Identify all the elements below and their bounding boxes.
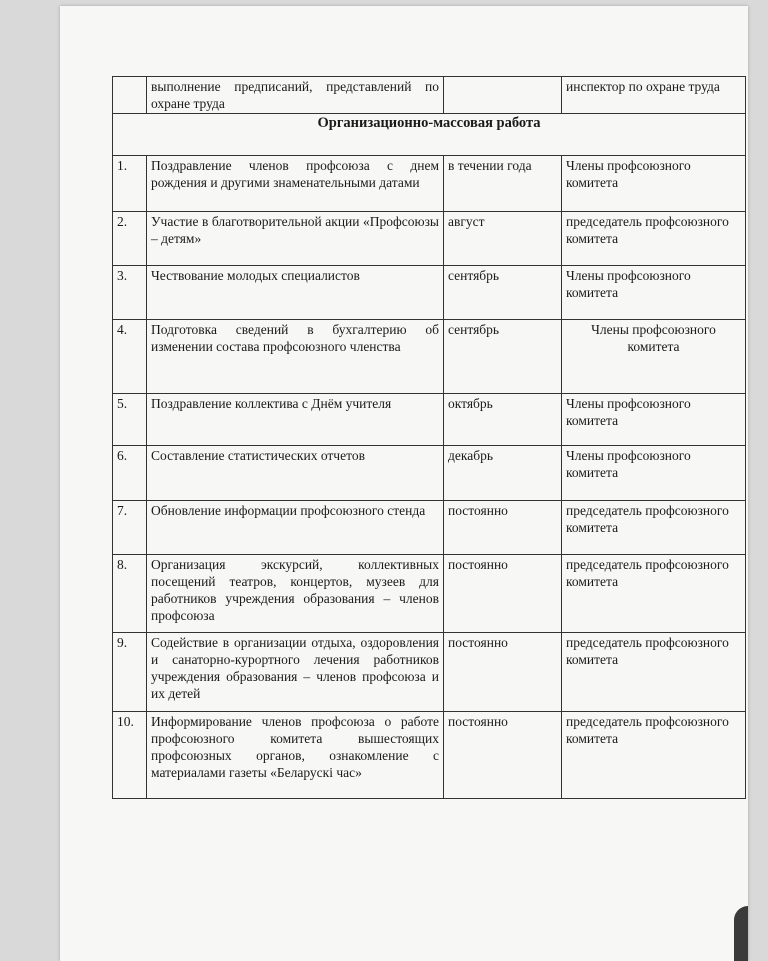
cell-responsible: председатель профсоюзного комитета [562,501,746,555]
cell-number: 8. [113,555,147,633]
table-row [113,501,746,555]
cell-number: 5. [113,394,147,446]
cell-period: постоянно [444,712,562,799]
cell-responsible: Члены профсоюзного комитета [562,156,746,212]
cell-description: выполнение предписаний, представлений по охране труда [147,77,444,114]
cell-description: Информирование членов профсоюза о работе профсоюзного комитета вышестоящих профсоюзных органов, ознакомление с материалами газеты «Беларускі час» [147,712,444,799]
cell-number: 9. [113,633,147,712]
cell-number: 10. [113,712,147,799]
cell-responsible: инспектор по охране труда [562,77,746,114]
table-row [113,712,746,799]
cell-responsible: председатель профсоюзного комитета [562,212,746,266]
table-row [113,77,746,114]
cell-description: Участие в благотворительной акции «Профсоюзы – детям» [147,212,444,266]
cell-responsible: Члены профсоюзного комитета [562,266,746,320]
cell-description: Обновление информации профсоюзного стенда [147,501,444,555]
section-header-row [113,114,746,156]
document-page [60,6,748,961]
table-row [113,212,746,266]
cell-responsible: Члены профсоюзного комитета [562,320,746,394]
cell-number: 3. [113,266,147,320]
cell-number: 4. [113,320,147,394]
cell-period: сентябрь [444,266,562,320]
cell-number: 2. [113,212,147,266]
cell-description: Подготовка сведений в бухгалтерию об изменении состава профсоюзного членства [147,320,444,394]
cell-period: август [444,212,562,266]
cell-period [444,77,562,114]
cell-description: Составление статистических отчетов [147,446,444,501]
scan-edge-shadow [734,906,748,961]
cell-period: октябрь [444,394,562,446]
cell-description: Содействие в организации отдыха, оздоровления и санаторно-курортного лечения работников учреждения образования – членов профсоюза и их детей [147,633,444,712]
cell-description: Чествование молодых специалистов [147,266,444,320]
plan-table [112,76,746,799]
table-row [113,394,746,446]
cell-number: 7. [113,501,147,555]
cell-responsible: председатель профсоюзного комитета [562,555,746,633]
table-row [113,156,746,212]
cell-period: постоянно [444,501,562,555]
cell-responsible: председатель профсоюзного комитета [562,633,746,712]
cell-period: декабрь [444,446,562,501]
table-row [113,320,746,394]
cell-responsible: председатель профсоюзного комитета [562,712,746,799]
table-row [113,446,746,501]
cell-period: сентябрь [444,320,562,394]
cell-responsible: Члены профсоюзного комитета [562,394,746,446]
cell-number: 6. [113,446,147,501]
section-title: Организационно-массовая работа [113,114,746,156]
cell-period: постоянно [444,633,562,712]
table-row [113,266,746,320]
cell-number: 1. [113,156,147,212]
cell-number [113,77,147,114]
cell-period: в течении года [444,156,562,212]
table-row [113,633,746,712]
cell-description: Поздравление членов профсоюза с днем рождения и другими знаменательными датами [147,156,444,212]
table-row [113,555,746,633]
cell-period: постоянно [444,555,562,633]
cell-description: Организация экскурсий, коллективных посещений театров, концертов, музеев для работников учреждения образования – членов профсоюза [147,555,444,633]
cell-responsible: Члены профсоюзного комитета [562,446,746,501]
cell-description: Поздравление коллектива с Днём учителя [147,394,444,446]
